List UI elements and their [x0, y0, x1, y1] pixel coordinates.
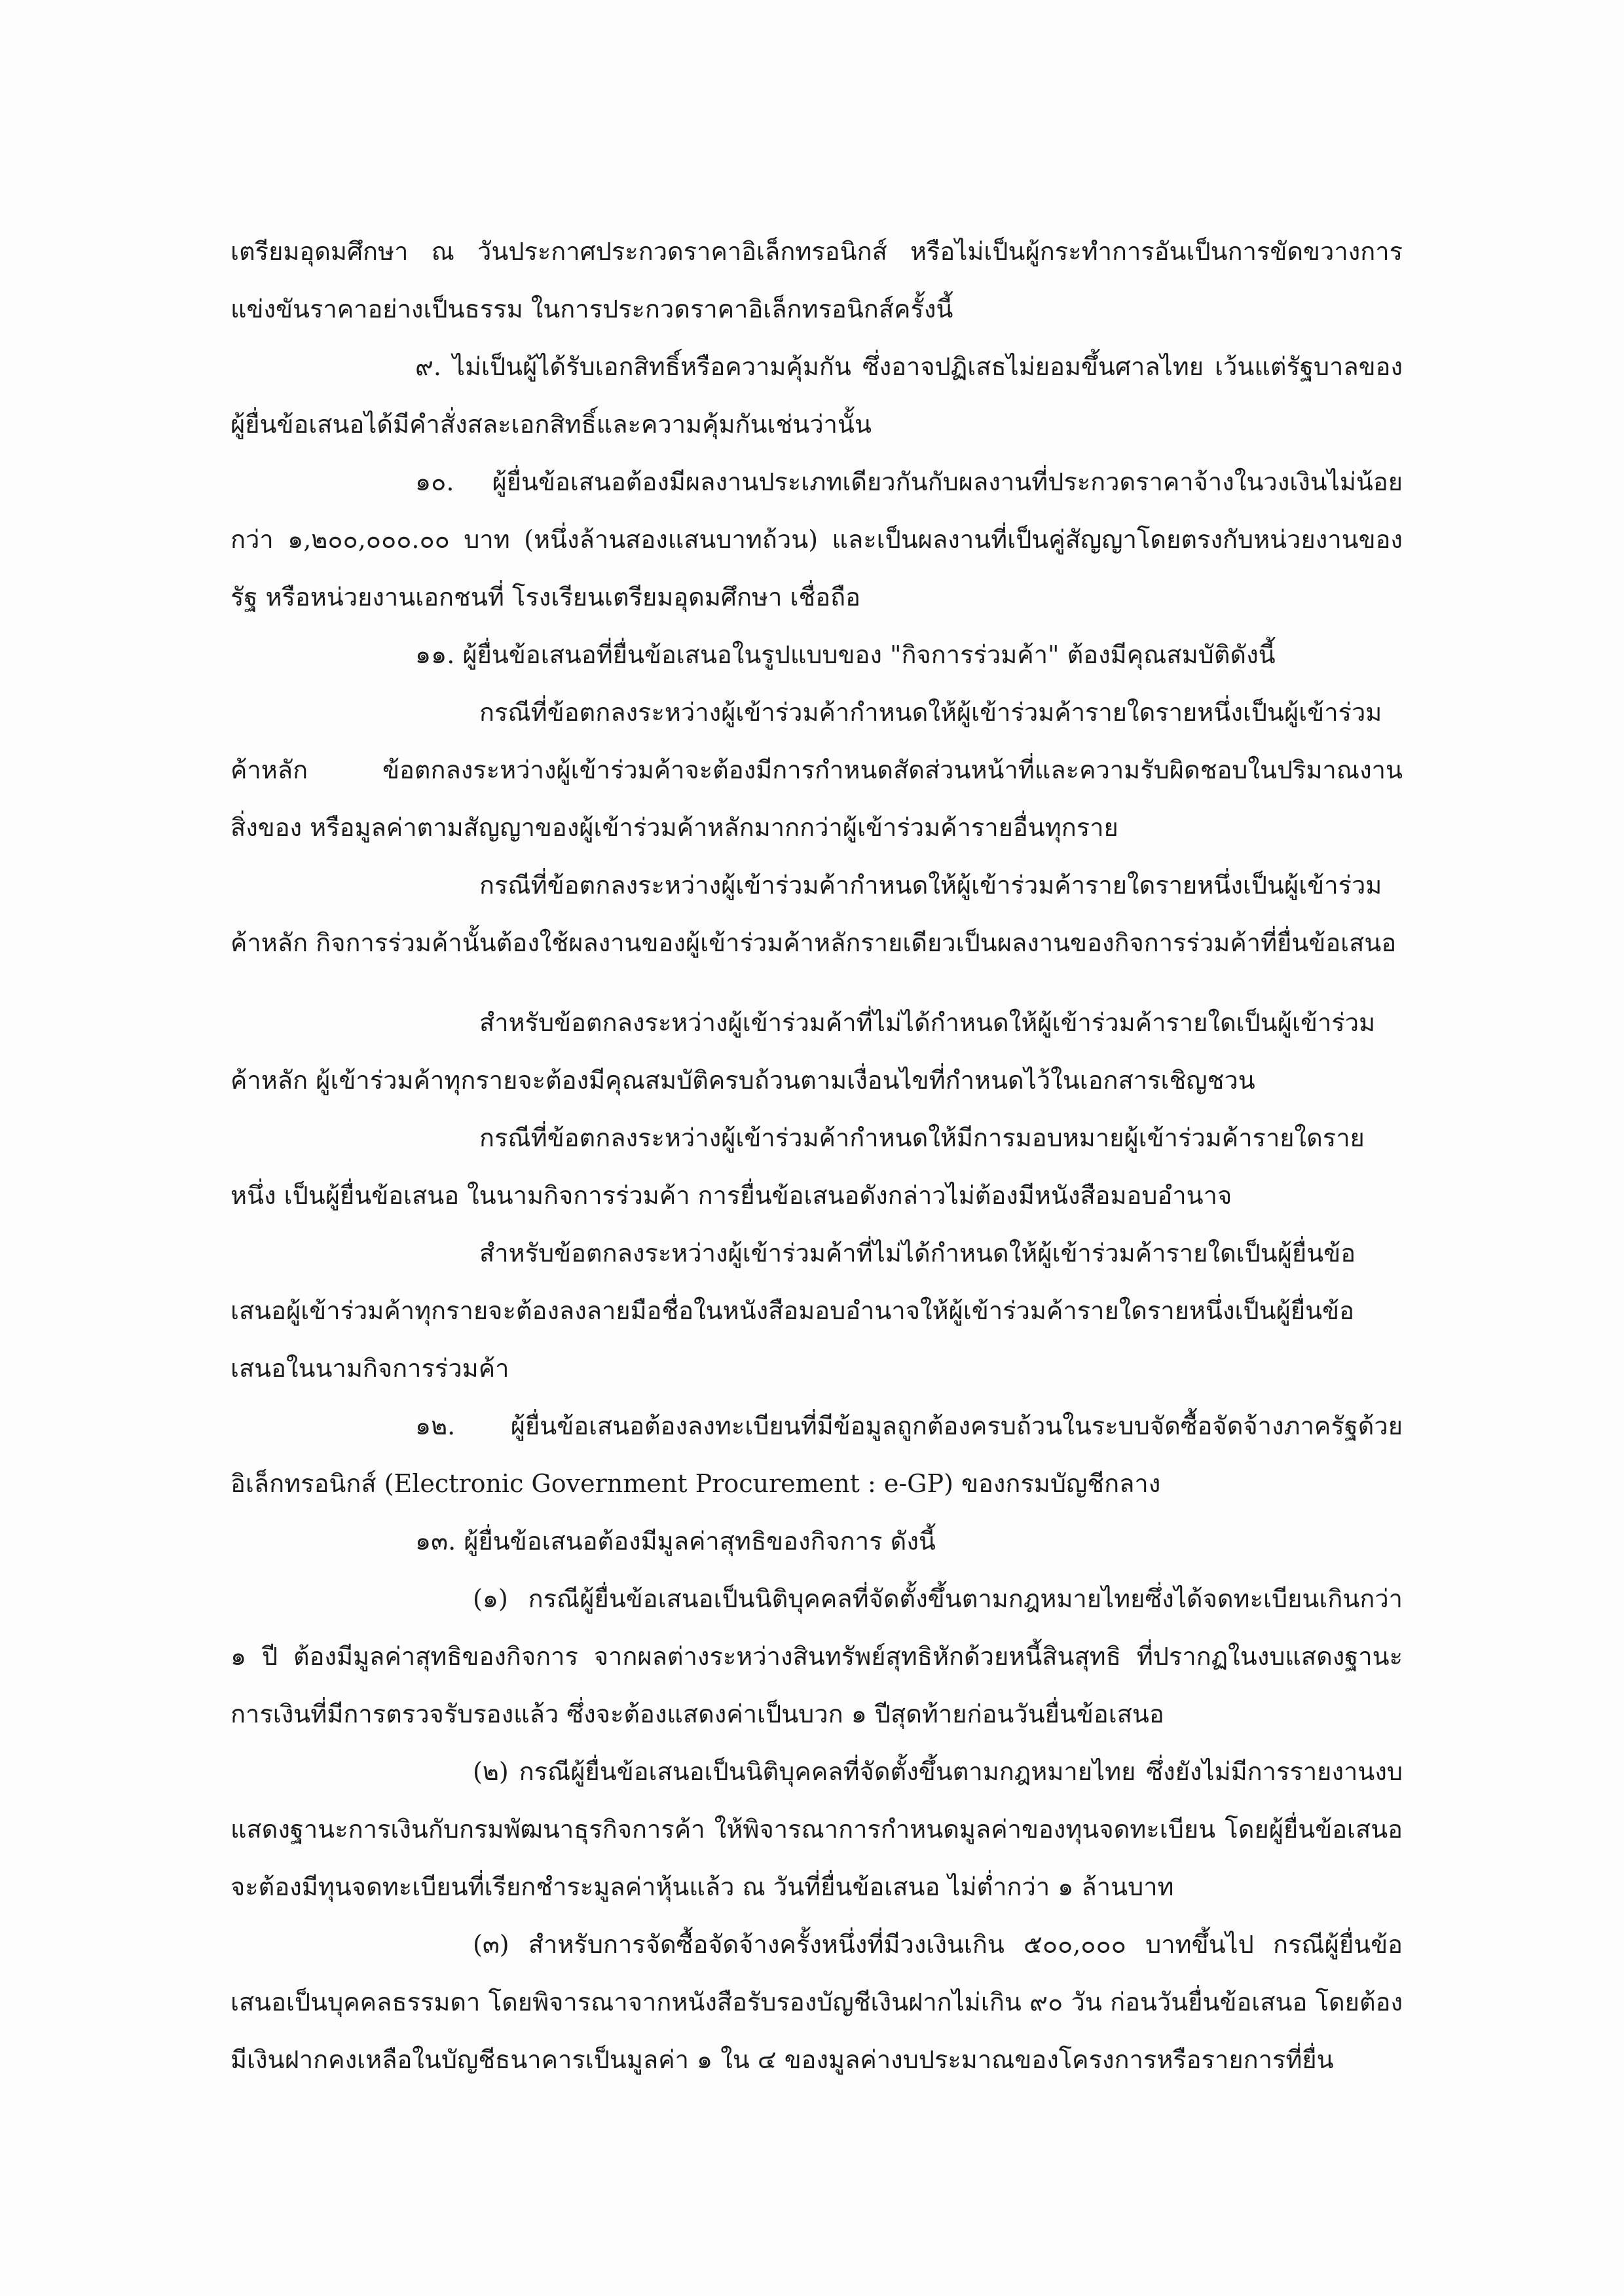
paragraph-item-10: ๑๐. ผู้ยื่นข้อเสนอต้องมีผลงานประเภทเดียวกันกับผลงานที่ประกวดราคาจ้างในวงเงินไม่น้อยกว่า ๑,๒๐๐,๐๐๐.๐๐ บาท (หนึ่งล้านสองแสนบาทถ้วน) และเป็นผลงานที่เป็นคู่สัญญาโดยตรงกับหน่วยงานของรัฐ หรือหน่วยงานเอกชนที่ โรงเรียนเตรียมอุดมศึกษา เชื่อถือ [231, 467, 1403, 611]
paragraph-continuation: เตรียมอุดมศึกษา ณ วันประกาศประกวดราคาอิเล็กทรอนิกส์ หรือไม่เป็นผู้กระทำการอันเป็นการขัดขวางการแข่งขันราคาอย่างเป็นธรรม ในการประกวดราคาอิเล็กทรอนิกส์ครั้งนี้ [231, 237, 1403, 323]
paragraph-item-12: ๑๒. ผู้ยื่นข้อเสนอต้องลงทะเบียนที่มีข้อมูลถูกต้องครบถ้วนในระบบจัดซื้อจัดจ้างภาครัฐด้วยอิเล็กทรอนิกส์ (Electronic Government Procurement : e-GP) ของกรมบัญชีกลาง [231, 1412, 1403, 1498]
paragraph-item-13-1: (๑) กรณีผู้ยื่นข้อเสนอเป็นนิติบุคคลที่จัดตั้งขึ้นตามกฎหมายไทยซึ่งได้จดทะเบียนเกินกว่า ๑ ปี ต้องมีมูลค่าสุทธิของกิจการ จากผลต่างระหว่างสินทรัพย์สุทธิหักด้วยหนี้สินสุทธิ ที่ปรากฏในงบแสดงฐานะการเงินที่มีการตรวจรับรองแล้ว ซึ่งจะต้องแสดงค่าเป็นบวก ๑ ปีสุดท้ายก่อนวันยื่นข้อเสนอ [231, 1584, 1403, 1728]
paragraph-item-13-3: (๓) สำหรับการจัดซื้อจัดจ้างครั้งหนึ่งที่มีวงเงินเกิน ๕๐๐,๐๐๐ บาทขึ้นไป กรณีผู้ยื่นข้อเสนอเป็นบุคคลธรรมดา โดยพิจารณาจากหนังสือรับรองบัญชีเงินฝากไม่เกิน ๙๐ วัน ก่อนวันยื่นข้อเสนอ โดยต้องมีเงินฝากคงเหลือในบัญชีธนาคารเป็นมูลค่า ๑ ใน ๔ ของมูลค่างบประมาณของโครงการหรือรายการที่ยื่น [231, 1930, 1403, 2074]
paragraph-jv-lead-experience: กรณีที่ข้อตกลงระหว่างผู้เข้าร่วมค้ากำหนดให้ผู้เข้าร่วมค้ารายใดรายหนึ่งเป็นผู้เข้าร่วมค้าหลัก กิจการร่วมค้านั้นต้องใช้ผลงานของผู้เข้าร่วมค้าหลักรายเดียวเป็นผลงานของกิจการร่วมค้าที่ยื่นข้อเสนอ [231, 871, 1397, 957]
paragraph-jv-delegate: กรณีที่ข้อตกลงระหว่างผู้เข้าร่วมค้ากำหนดให้มีการมอบหมายผู้เข้าร่วมค้ารายใดรายหนึ่ง เป็นผู้ยื่นข้อเสนอ ในนามกิจการร่วมค้า การยื่นข้อเสนอดังกล่าวไม่ต้องมีหนังสือมอบอำนาจ [231, 1123, 1365, 1210]
paragraph-item-11: ๑๑. ผู้ยื่นข้อเสนอที่ยื่นข้อเสนอในรูปแบบของ "กิจการร่วมค้า" ต้องมีคุณสมบัติดังนี้ [415, 640, 1276, 669]
document-body [231, 223, 1403, 2088]
paragraph-item-13-2: (๒) กรณีผู้ยื่นข้อเสนอเป็นนิติบุคคลที่จัดตั้งขึ้นตามกฎหมายไทย ซึ่งยังไม่มีการรายงานงบแสดงฐานะการเงินกับกรมพัฒนาธุรกิจการค้า ให้พิจารณาการกำหนดมูลค่าของทุนจดทะเบียน โดยผู้ยื่นข้อเสนอจะต้องมีทุนจดทะเบียนที่เรียกชำระมูลค่าหุ้นแล้ว ณ วันที่ยื่นข้อเสนอ ไม่ต่ำกว่า ๑ ล้านบาท [231, 1757, 1403, 1901]
paragraph-item-13: ๑๓. ผู้ยื่นข้อเสนอต้องมีมูลค่าสุทธิของกิจการ ดังนี้ [415, 1527, 936, 1556]
paragraph-jv-lead-scope: กรณีที่ข้อตกลงระหว่างผู้เข้าร่วมค้ากำหนดให้ผู้เข้าร่วมค้ารายใดรายหนึ่งเป็นผู้เข้าร่วมค้าหลัก ข้อตกลงระหว่างผู้เข้าร่วมค้าจะต้องมีการกำหนดสัดส่วนหน้าที่และความรับผิดชอบในปริมาณงาน สิ่งของ หรือมูลค่าตามสัญญาของผู้เข้าร่วมค้าหลักมากกว่าผู้เข้าร่วมค้ารายอื่นทุกราย [231, 698, 1403, 842]
paragraph-jv-power-of-attorney: สำหรับข้อตกลงระหว่างผู้เข้าร่วมค้าที่ไม่ได้กำหนดให้ผู้เข้าร่วมค้ารายใดเป็นผู้ยื่นข้อเสนอผู้เข้าร่วมค้าทุกรายจะต้องลงลายมือชื่อในหนังสือมอบอำนาจให้ผู้เข้าร่วมค้ารายใดรายหนึ่งเป็นผู้ยื่นข้อเสนอในนามกิจการร่วมค้า [231, 1239, 1356, 1383]
paragraph-item-9: ๙. ไม่เป็นผู้ได้รับเอกสิทธิ์หรือความคุ้มกัน ซึ่งอาจปฏิเสธไม่ยอมขึ้นศาลไทย เว้นแต่รัฐบาลของผู้ยื่นข้อเสนอได้มีคำสั่งสละเอกสิทธิ์และความคุ้มกันเช่นว่านั้น [231, 352, 1403, 439]
paragraph-jv-no-lead: สำหรับข้อตกลงระหว่างผู้เข้าร่วมค้าที่ไม่ได้กำหนดให้ผู้เข้าร่วมค้ารายใดเป็นผู้เข้าร่วมค้าหลัก ผู้เข้าร่วมค้าทุกรายจะต้องมีคุณสมบัติครบถ้วนตามเงื่อนไขที่กำหนดไว้ในเอกสารเชิญชวน [231, 1008, 1376, 1095]
